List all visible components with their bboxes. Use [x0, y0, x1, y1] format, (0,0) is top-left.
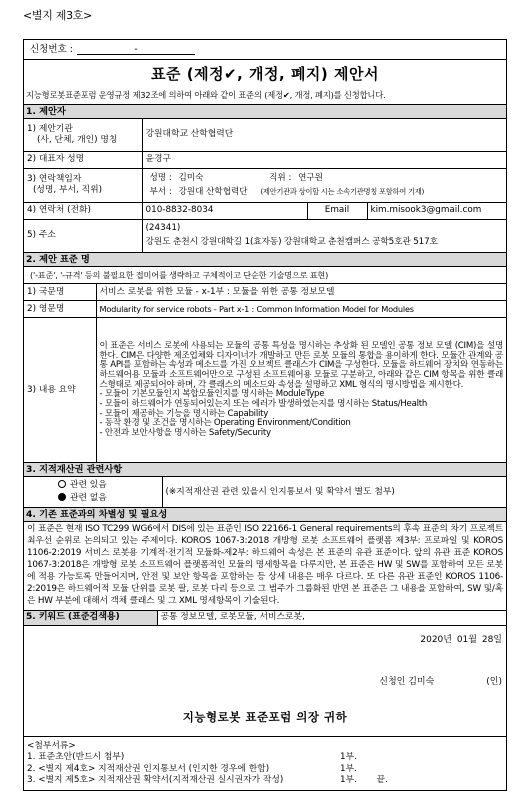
contact-value[interactable] [142, 168, 506, 202]
standard-name-note: ('-표준', '-규격' 등의 불필요한 접미어를 생략하고 구체적이고 단순한 기술명으로 표현) [24, 267, 506, 284]
radio-filled-icon [58, 493, 66, 501]
contact-note: (제안기관과 상이할 시는 소속기관명칭 포함하여 기재) [260, 186, 425, 196]
title-block [24, 60, 506, 105]
keywords-value[interactable]: 공통 정보모델, 로봇모듈, 서비스로봇, [157, 611, 506, 626]
attachment-count: 1부. [340, 752, 357, 763]
rep-label: 2) 대표자 성명 [24, 151, 142, 168]
address-zip: (24341) [145, 223, 181, 234]
phone-value[interactable]: 010-8832-8034 [142, 202, 307, 219]
contact-label-line1: 3) 연락책임자 [27, 174, 82, 185]
summary-item: - 모듈이 기본모듈인지 복합모듈인지를 명시하는 ModuleType [99, 389, 325, 400]
rep-value[interactable]: 윤경구 [142, 151, 506, 168]
attachment-count: 1부. [340, 763, 357, 774]
summary-item: - 안전과 보안사항을 명시하는 Safety/Security [99, 428, 271, 439]
contact-dept-label: 부서 : [149, 186, 172, 197]
signature-block [24, 626, 506, 737]
address-line: 강원도 춘천시 강원대학길 1(효자동) 강원대학교 춘천캠퍼스 공학5호관 517호 [145, 237, 438, 248]
org-label-line1: 1) 제안기관 [27, 123, 73, 134]
background-text[interactable]: 이 표준은 현재 ISO TC299 WG6에서 DIS에 있는 표준인 ISO 22166-1 General requirements의 후속 표준의 차기 프로젝트 최우선 순위로 논의되고 있는 주제이다. KOROS 1067-3:2018 개방형 로봇 소프트웨어 플랫폼 제3부: 프로파일 및 KOROS 1106-2:2019 서비스 로봇용 기계적·전기적 모듈화-제2부: 하드웨어 속성은 본 표준의 유관 표준이다. 앞의 유관 표준 KOROS 1067-3:2018은 개방형 로봇 소프트웨어 플랫폼적인 모듈의 명세항목을 다루지만, 본 표준은 HW 및 SW를 포함하여 모든 로봇에 적용 가능토록 만들어지며, 안전 및 보안 항목을 포함하는 등 상세 내용은 매우 다르다. 또 다른 유관 표준인 KOROS 1106-2:2019은 하드웨어적 모듈 단위를 로봇 팔, 로봇 다리 등으로 그 범주가 그룹화된 반면 본 표준은 그 내용을 포함하여, SW 및/혹은 HW 부분에 대해서 객체 클래스 및 그 XML 명세항목이 기술된다. [24, 522, 506, 611]
org-label-line2: (사, 단체, 개인) 명칭 [37, 134, 118, 145]
contact-label-line2: (성명, 부서, 직위) [33, 185, 103, 196]
attachment-item [27, 752, 503, 763]
application-date: 2020년 01월 28일 [420, 635, 502, 646]
summary-intro: 이 표준은 서비스 로봇에 사용되는 모듈의 공통 특성을 명시하는 추상화 된 모델인 공통 정보 모델 (CIM)을 설명한다. CIM은 다양한 제조업체와 디자이너가 개발하고 만든 로봇 모듈의 통합을 용이하게 한다. 모듈간 관계와 공통 API를 포함하는 속성과 메소드를 가진 오브젝트 클래스가 CIM을 구성한다. 모듈을 하드웨어 장치와 연동하는 하드웨어용 모듈과 소프트웨어만으로 구성된 소프트웨어용 모듈로 구분하고, 아래와 같은 CIM 항목을 위한 클래스형태로 제공되어야 하며, 각 클래스의 메소드와 속성을 설명하고 XML 형식의 명시방법을 제시한다. [99, 340, 503, 390]
org-label [24, 119, 142, 151]
addressee: 지능형로봇 표준포럼 의장 귀하 [182, 710, 348, 725]
ip-option-no[interactable] [58, 493, 159, 504]
summary-item: - 모듈이 제공하는 기능을 명시하는 Capability [99, 408, 269, 419]
ip-options [24, 477, 162, 507]
form-tag: <별지 제3호> [23, 9, 93, 22]
page-title: 표준 (제정✔, 개정, 폐지) 제안서 [151, 65, 379, 83]
keywords-heading: 5. 키워드 (표준검색용) [24, 611, 157, 626]
contact-name: 김미숙 [178, 172, 204, 183]
summary-item: - 동작 환경 및 조건을 명시하는 Operating Environment/Condition [99, 418, 351, 429]
email-value[interactable]: kim.misook3@gmail.com [367, 202, 506, 219]
standard-table [24, 284, 506, 464]
ip-note: (※지적재산권 관련 있을시 인지통보서 및 확약서 별도 첨부) [162, 477, 506, 507]
summary-label: 3) 내용 요약 [24, 318, 96, 463]
attachment-count: 1부. 끝. [340, 775, 388, 786]
contact-title: 연구원 [298, 172, 323, 183]
english-name-label: 2) 영문명 [24, 301, 96, 318]
address-value[interactable] [142, 219, 506, 252]
proposal-form [23, 39, 507, 791]
section-ip-heading: 3. 지적재산권 관련사항 [24, 463, 506, 477]
keywords-table [24, 611, 506, 627]
section-proposer-heading: 1. 제안자 [24, 105, 506, 119]
korean-name-value[interactable]: 서비스 로봇을 위한 모듈 - x-1부 : 모듈을 위한 공통 정보모델 [96, 284, 506, 301]
contact-title-label: 직위 : [269, 172, 292, 183]
korean-name-label: 1) 국문명 [24, 284, 96, 301]
radio-empty-icon [58, 480, 66, 488]
attachment-item [27, 775, 503, 786]
application-number-field[interactable] [77, 45, 195, 55]
seal-mark: (인) [486, 677, 502, 688]
summary-item: - 모듈이 하드웨어가 연동되어있는지 또는 에러가 발생하였는지를 명시하는 Status/Health [99, 399, 428, 410]
attachment-item [27, 764, 503, 775]
attachment-text: 3. <별지 제5호> 지적재산권 확약서(지적재산권 실시권자가 작성) [27, 775, 284, 786]
email-label: Email [307, 202, 367, 219]
ip-option-no-label: 관련 없음 [70, 493, 107, 504]
attachments [24, 737, 506, 790]
application-number-label: 신청번호 : [30, 43, 73, 55]
signer-label: 신청인 김미숙 [379, 677, 435, 688]
english-name-value[interactable]: Modularity for service robots - Part x-1 : Common Information Model for Modules [96, 301, 506, 318]
section-background-heading: 4. 기존 표준과의 차별성 및 필요성 [24, 508, 506, 522]
org-value[interactable]: 강원대학교 산학협력단 [142, 119, 506, 151]
address-label: 5) 주소 [24, 219, 142, 252]
attachment-text: 2. <별지 제4호> 지적재산권 인지통보서 (인지한 경우에 한함) [27, 763, 270, 774]
proposer-table [24, 119, 506, 253]
signer [379, 677, 502, 688]
ip-table [24, 477, 506, 508]
attachments-heading: <첨부서류> [27, 741, 76, 752]
section-standard-heading: 2. 제안 표준 명 [24, 253, 506, 267]
phone-label: 4) 연락처 (전화) [24, 202, 142, 219]
attachment-text: 1. 표준초안(반드시 첨부) [27, 752, 125, 763]
contact-name-label: 성명 : [149, 172, 172, 183]
ip-option-yes-label: 관련 있음 [70, 480, 107, 491]
application-number-row [24, 40, 506, 60]
contact-dept: 강원대 산학협력단 [178, 186, 248, 197]
contact-label [24, 168, 142, 202]
ip-option-yes[interactable] [58, 480, 159, 491]
page-subtitle: 지능형로봇표준포럼 운영규정 제32조에 의하여 아래와 같이 표준의 (제정✔, 개정, 폐지)를 신청합니다. [26, 89, 386, 100]
application-number-value: - [134, 43, 138, 55]
summary-value[interactable] [96, 318, 506, 463]
